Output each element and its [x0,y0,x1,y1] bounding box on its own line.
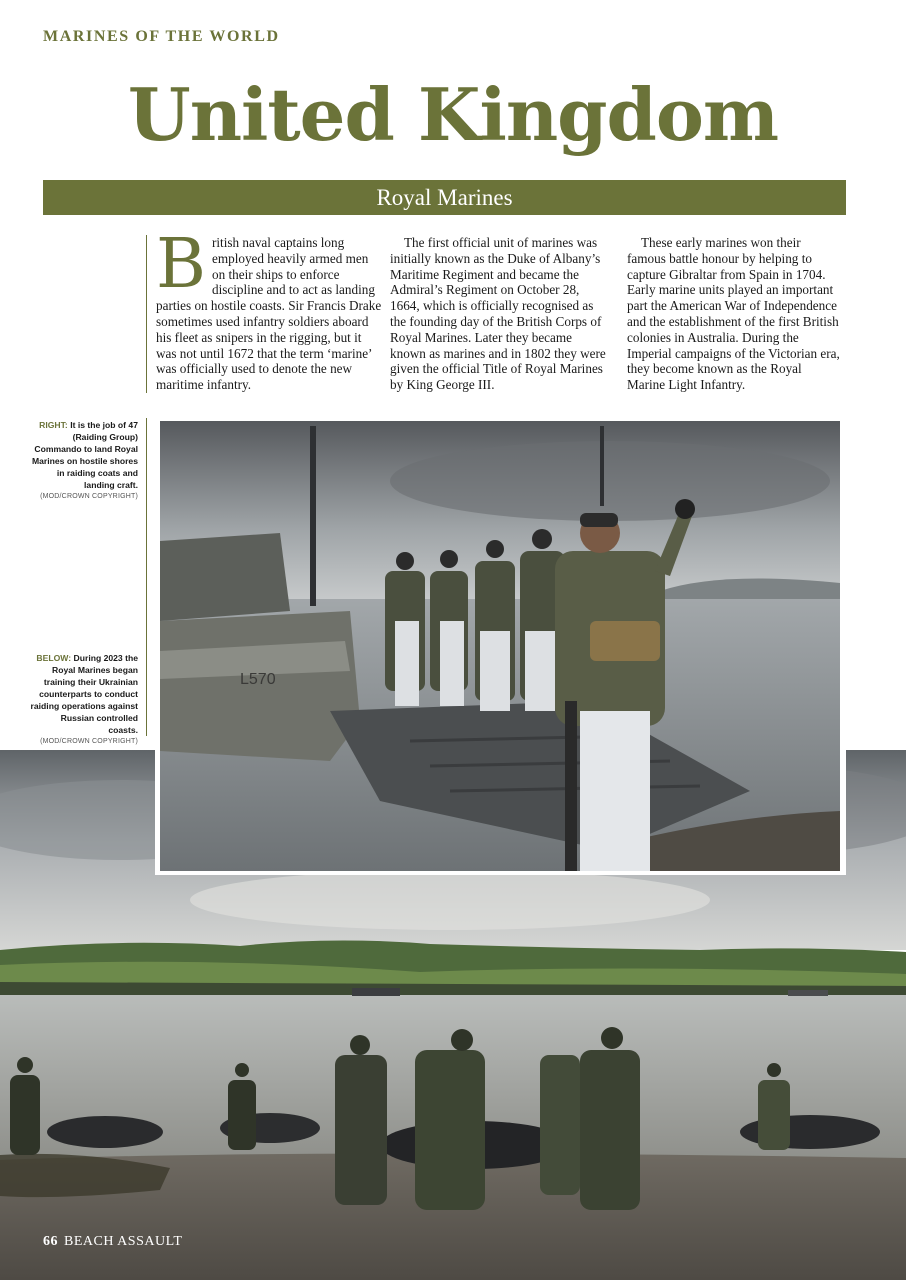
caption-below [30,652,138,748]
caption-lead: BELOW: [36,653,72,663]
photo-credit: (MOD/CROWN COPYRIGHT) [40,493,138,500]
article-column-3 [627,235,842,393]
page-number: 66 [43,1234,58,1249]
top-photo-frame [155,418,846,875]
section-label: MARINES OF THE WORLD [43,28,280,45]
caption-lead: RIGHT: [39,420,68,430]
publication-name: BEACH ASSAULT [64,1234,183,1249]
article-paragraph: These early marines won their famous battle honour by helping to capture Gibraltar from Spain in 1704. Early marine units played an important part the American War of Independence and the establishment of the first British colonies in Australia. During the Imperial campaigns of the Victorian era, they become known as the Royal Marine Light Infantry. [627,235,840,393]
photo-credit: (MOD/CROWN COPYRIGHT) [40,738,138,745]
article-column-2 [390,235,610,393]
page-title: United Kingdom [127,72,779,157]
caption-text: During 2023 the Royal Marines began training their Ukrainian counterparts to conduct raiding operations against Russian controlled coasts. [30,653,138,735]
drop-cap: B [156,225,206,304]
article-column-1 [146,225,382,393]
caption-right [30,419,138,503]
caption-text: It is the job of 47 (Raiding Group) Commando to land Royal Marines on hostile shores in raiding coats and landing craft. [31,420,138,490]
hull-number: L570 [240,671,276,688]
landing-craft-photo [160,421,840,871]
article-paragraph: The first official unit of marines was initially known as the Duke of Albany’s Maritime Regiment and became the Admiral’s Regiment on October 28, 1664, which is officially recognised as the founding day of the British Corps of Royal Marines. Later they became known as marines and in 1802 they were given the official Title of Royal Marines by King George III. [390,235,606,393]
article-paragraph: ritish naval captains long employed heavily armed men on their ships to enforce discipline and to act as landing parties on hostile coasts. Sir Francis Drake sometimes used infantry soldiers aboard his fleet as snipers in the rigging, but it was not until 1672 that the term ‘marine’ was officially used to denote the new maritime infantry. [156,235,382,393]
subtitle-banner: Royal Marines [43,180,846,215]
page-footer [43,1234,182,1250]
caption-rule [146,418,147,736]
